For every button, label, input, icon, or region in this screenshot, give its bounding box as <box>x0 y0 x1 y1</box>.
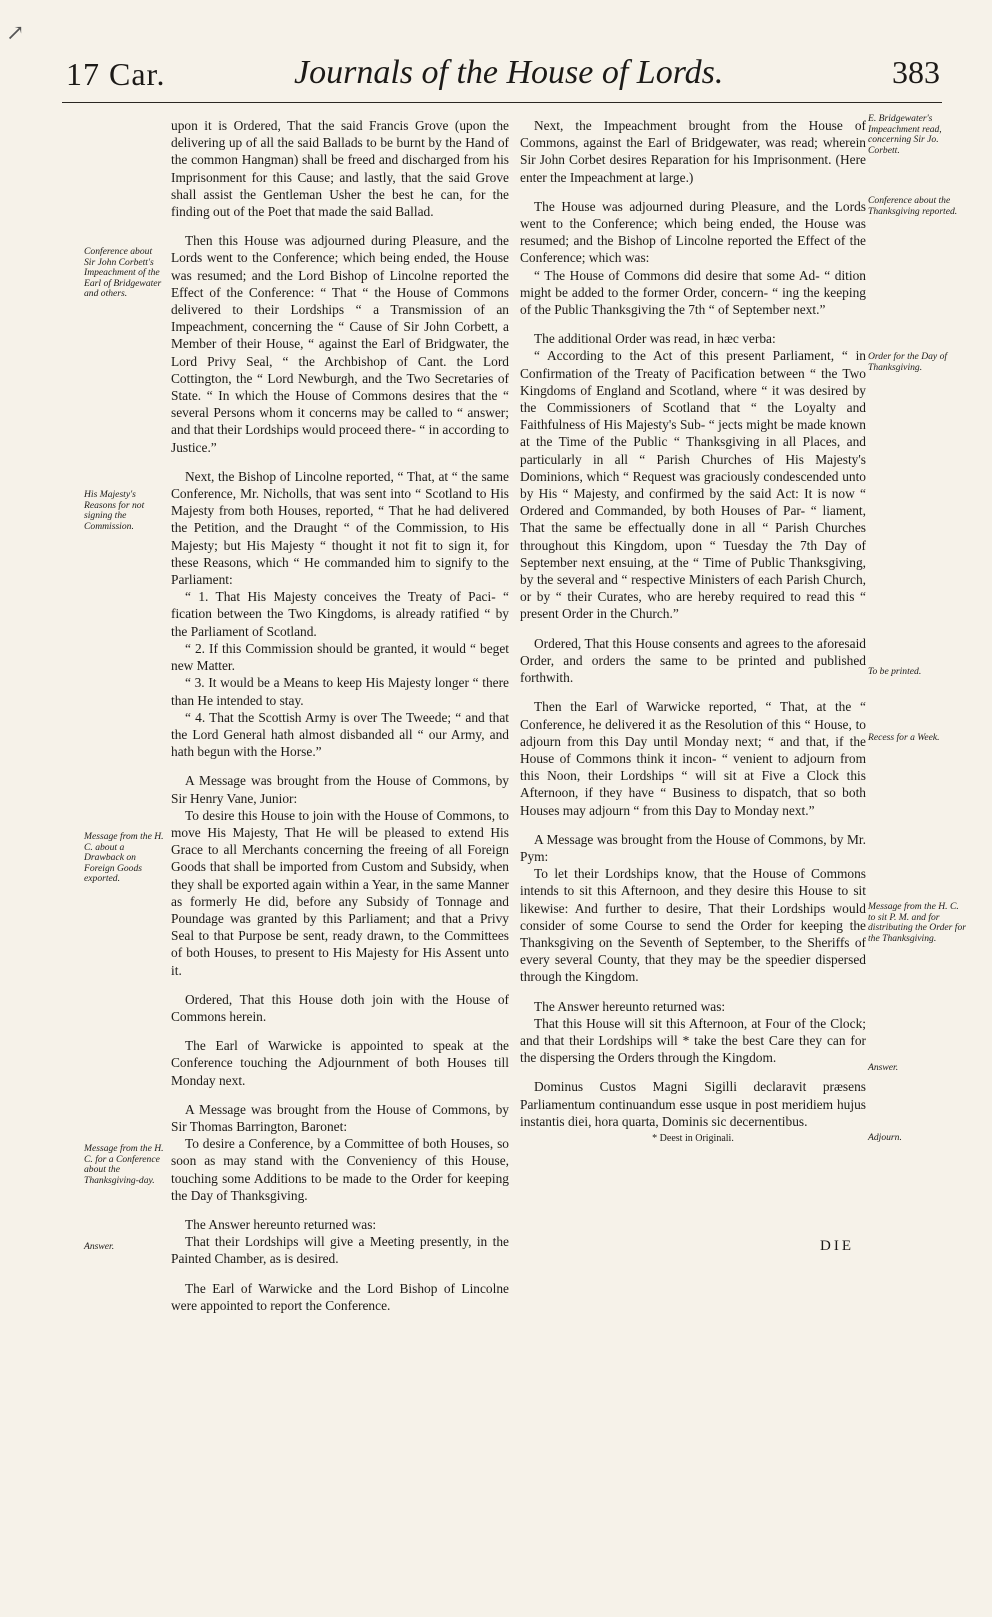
paragraph: Then this House was adjourned during Pleasure, and the Lords went to the Conference; which being ended, the House was resumed; and the Lord Bishop of Lincolne reported the Effect of the Conference: “ That “ the House of Commons delivered to their Lordships “ a Transmission of an Impeachment, concerning the “ Cause of Sir John Corbett, a Member of their House, “ against the Earl of Bridgwater, the Lord Privy Seal, “ the Archbishop of Cant. the Lord Cottington, the “ Lord Newburgh, and the Two Secretaries of State. “ In which the House of Commons desires that the “ several Persons whom it concerns may be called to “ answer; and that their Lordships would proceed there- “ in according to Justice.” <box>171 233 509 455</box>
margin-note-bridgewater: E. Bridgewater's Impeachment read, concerning Sir Jo. Corbett. <box>868 113 942 156</box>
paragraph: The additional Order was read, in hæc verba: <box>534 331 776 347</box>
paragraph: To desire a Conference, by a Committee of both Houses, so soon as may stand with the Conveniency of this House, touching some Additions to be made to the Order for keeping the Day of Thanksgiving. <box>171 1136 509 1203</box>
paragraph: Then the Earl of Warwicke reported, “ That, at the “ Conference, he delivered it as the Resolution of this “ House, to adjourn from this Day until Monday next; “ and that, if the House of Commons think it incon- “ venient to adjourn from this Noon, their Lordships “ will sit at Five a Clock this Afternoon, if they have “ Business to dispatch, that so both Houses may adjourn “ from this Day to Monday next.” <box>520 699 866 818</box>
paragraph: upon it is Ordered, That the said Francis Grove (upon the delivering up of all the said Ballads to be burnt by the Hand of the common Hangman) shall be freed and discharged from his Imprisonment for this Cause; and lastly, that the said Grove shall assist the Gentleman Usher the best he can, for the finding out of the Poet that made the said Ballad. <box>171 118 509 220</box>
paragraph: “ The House of Commons did desire that some Ad- “ dition might be added to the former Order, concern- “ ing the keeping of the Public Thanksgiving the 7th “ of September next.” <box>520 267 866 318</box>
page-title: Journals of the House of Lords. <box>294 54 724 91</box>
paragraph: “ 1. That His Majesty conceives the Treaty of Paci- “ fication between the Two Kingdoms, is already ratified “ by the Parliament of Scotland. <box>171 589 509 639</box>
margin-note-drawback: Message from the H. C. about a Drawback on Foreign Goods exported. <box>84 831 164 885</box>
paragraph: The House was adjourned during Pleasure, and the Lords went to the Conference; which being ended, the House was resumed; and the Bishop of Lincolne reported the Effect of the Conference; which was: <box>520 198 866 266</box>
paragraph: Next, the Bishop of Lincolne reported, “ That, at “ the same Conference, Mr. Nicholls, that was sent into “ Scotland to His Majesty from both Houses, reported, “ That he had delivered the Petition, and the Draught “ of the Commission, to His Majesty; but His Majesty “ thought it not fit to sign it, for these Reasons, which “ He commanded him to signify to the Parliament: <box>171 468 509 588</box>
paragraph: To desire this House to join with the House of Commons, to move His Majesty, That He will be pleased to extend His Grace to all Merchants concerning the freeing of all Foreign Goods that shall be imported from Custom and Subsidy, when they shall be exported again within a Year, in the same Manner as formerly He did, before any Subsidy of Tonnage and Poundage was granted by this Parliament; and that a Privy Seal to that Purpose be sent, ready drawn, to the Committees of both Houses, to present to His Majesty for His Assent unto it. <box>171 807 509 978</box>
page-header <box>62 52 942 104</box>
paragraph: Ordered, That this House consents and agrees to the aforesaid Order, and orders the same to be printed and published forthwith. <box>520 635 866 686</box>
paragraph: That their Lordships will give a Meeting presently, in the Painted Chamber, as is desired. <box>171 1234 509 1267</box>
paragraph: “ 3. It would be a Means to keep His Majesty longer “ there than He intended to stay. <box>171 675 509 708</box>
paragraph: “ 2. If this Commission should be granted, it would “ beget new Matter. <box>171 640 509 674</box>
paragraph: Dominus Custos Magni Sigilli declaravit præsens Parliamentum continuandum esse usque in post meridiem hujus instantis diei, hora quarta, Dominis sic decernentibus. <box>520 1079 866 1129</box>
paragraph: Ordered, That this House doth join with the House of Commons herein. <box>171 991 509 1024</box>
paragraph: “ 4. That the Scottish Army is over The Tweede; “ and that the Lord General hath almost disbanded all “ our Army, and hath begun with the Horse.” <box>171 709 509 760</box>
margin-note-conference-reported: Conference about the Thanksgiving reported. <box>868 195 958 217</box>
margin-mark: ↗ <box>6 20 25 45</box>
margin-note-answer-right: Answer. <box>868 1062 899 1073</box>
right-column <box>520 117 866 1159</box>
margin-note-sit-pm: Message from the H. C. to sit P. M. and for distributing the Order for the Thanksgiving. <box>868 901 966 944</box>
margin-note-thanksgiving-conference: Message from the H. C. for a Conference about the Thanksgiving-day. <box>84 1143 164 1186</box>
margin-note-order-thanksgiving: Order for the Day of Thanksgiving. <box>868 351 948 373</box>
paragraph: A Message was brought from the House of Commons, by Sir Thomas Barrington, Baronet: <box>171 1101 509 1134</box>
paragraph: A Message was brought from the House of Commons, by Sir Henry Vane, Junior: <box>171 773 509 806</box>
margin-note-answer: Answer. <box>84 1241 115 1252</box>
margin-note-recess: Recess for a Week. <box>868 732 940 743</box>
margin-note-reasons: His Majesty's Reasons for not signing the Commission. <box>84 489 145 532</box>
footnote: * Deest in Originali. <box>652 1132 734 1144</box>
paragraph: A Message was brought from the House of Commons, by Mr. Pym: <box>520 831 866 864</box>
margin-note-adjourn: Adjourn. <box>868 1132 902 1143</box>
paragraph: That this House will sit this Afternoon, at Four of the Clock; and that their Lordships will * take the best Care they can for the dispersing the Orders through the Kingdom. <box>520 1015 866 1066</box>
paragraph: The Earl of Warwicke is appointed to speak at the Conference touching the Adjournment of both Houses till Monday next. <box>171 1038 509 1088</box>
paragraph: Next, the Impeachment brought from the House of Commons, against the Earl of Bridgewater, was read; wherein Sir John Corbet desires Reparation for his Imprisonment. (Here enter the Impeachment at large.) <box>520 118 866 185</box>
page-number: 383 <box>892 54 940 90</box>
paragraph: The Earl of Warwicke and the Lord Bishop of Lincolne were appointed to report the Conference. <box>171 1280 509 1313</box>
regnal-year: 17 Car. <box>66 56 166 92</box>
margin-note-corbett-conference: Conference about Sir John Corbett's Impeachment of the Earl of Bridgewater and others. <box>84 246 162 300</box>
catchword: DIE <box>820 1238 854 1254</box>
paragraph: The Answer hereunto returned was: <box>534 998 726 1014</box>
margin-note-printed: To be printed. <box>868 666 922 677</box>
left-column <box>171 117 509 1326</box>
paragraph: To let their Lordships know, that the House of Commons intends to sit this Afternoon, and they desire this House to sit likewise: And further to desire, That their Lordships would consider of some Course to send the Order for keeping the Thanksgiving on the Seventh of September, to the Sheriffs of every several County, that they may be the speedier dispersed through the Kingdom. <box>520 866 866 985</box>
header-rule <box>62 102 942 103</box>
paragraph: The Answer hereunto returned was: <box>185 1216 377 1232</box>
paragraph: “ According to the Act of this present Parliament, “ in Confirmation of the Treaty of Pacification between “ the Two Kingdoms of England and Scotland, where “ it was desired by the Commissioners of Scotland that “ the Loyalty and Faithfulness of His Majesty's Sub- “ jects might be made known at the Time of the Public “ Thanksgiving in all Places, and particularly in all “ Parish Churches of His Majesty's Dominions, which “ Request was graciously condescended unto by His “ Majesty, and confirmed by the said Act: It is now “ Ordered and Commanded, by both Houses of Par- “ liament, That the same be effectually done in all “ Parish Churches throughout this Kingdom, upon “ Tuesday the 7th Day of September next ensuing, at the “ Time of Public Thanksgiving, by the several and “ respective Ministers of each Parish Church, or by “ their Curates, who are hereby required to read this “ present Order in the Church.” <box>520 348 866 622</box>
